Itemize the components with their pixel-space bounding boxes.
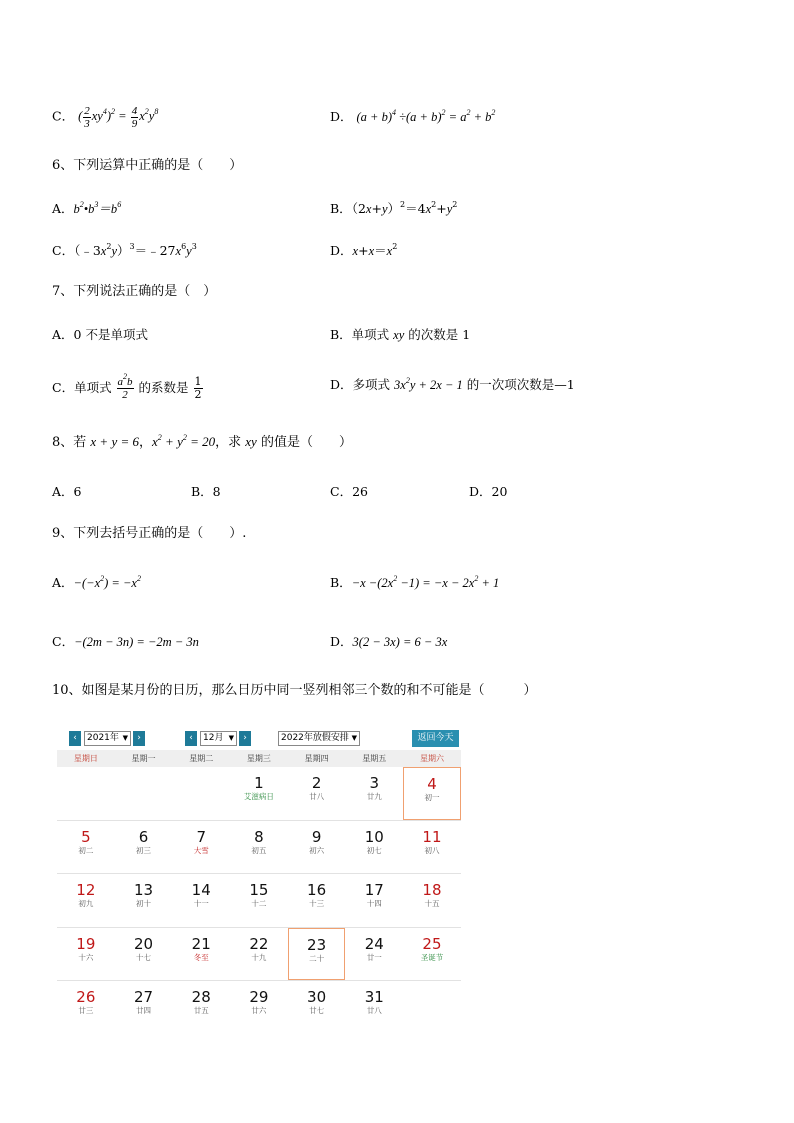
lunar-label: 十五	[424, 899, 440, 909]
day-number: 7	[196, 827, 206, 846]
day-number: 15	[249, 881, 269, 900]
prev-year-button[interactable]: ‹	[69, 731, 81, 746]
day-number: 12	[76, 881, 96, 900]
lunar-label: 初八	[424, 845, 440, 855]
today-button[interactable]: 返回今天	[412, 730, 459, 747]
calendar-toolbar	[57, 728, 461, 750]
day-number: 24	[364, 934, 384, 953]
lunar-label: 廿九	[366, 792, 382, 801]
q7-option-b[interactable]: B．单项式 xy 的次数是 1	[330, 327, 471, 342]
calendar-day-cell[interactable]	[403, 821, 461, 874]
lunar-label: 十三	[309, 899, 325, 909]
lunar-label: 十七	[136, 952, 152, 962]
q8-option-a[interactable]: A．6	[52, 484, 82, 499]
day-number: 20	[133, 934, 154, 953]
q7-title: 7、下列说法正确的是（ ）	[52, 284, 217, 299]
calendar-day-cell[interactable]	[172, 821, 230, 874]
day-number: 18	[422, 881, 442, 900]
lunar-label: 初六	[309, 845, 325, 855]
day-number: 16	[307, 881, 327, 900]
day-number: 27	[133, 988, 154, 1007]
year-select[interactable]: 2021年 ▼	[84, 731, 131, 746]
weekday-label: 星期六	[419, 754, 444, 763]
calendar-day-cell[interactable]	[57, 821, 115, 874]
lunar-label: 初一	[424, 793, 440, 802]
day-number: 28	[191, 988, 211, 1007]
lunar-label: 十六	[78, 952, 94, 962]
calendar-day-cell[interactable]	[115, 981, 173, 1034]
lunar-label: 初十	[136, 899, 152, 909]
q8-option-b[interactable]: B．8	[191, 484, 221, 499]
day-number: 13	[133, 881, 154, 900]
lunar-label: 冬至	[193, 952, 209, 962]
lunar-label: 初九	[78, 899, 94, 909]
chevron-down-icon: ▼	[122, 734, 128, 742]
q10-title: 10、如图是某月份的日历，那么日历中同一竖列相邻三个数的和不可能是（ ）	[52, 683, 537, 698]
weekday-label: 星期五	[362, 754, 387, 763]
calendar-week-row	[57, 821, 461, 875]
calendar-day-cell[interactable]	[172, 981, 230, 1034]
chevron-down-icon: ▼	[228, 734, 234, 742]
lunar-label: 大雪	[193, 845, 209, 855]
calendar-week-row	[57, 928, 461, 982]
month-select[interactable]: 12月 ▼	[200, 731, 237, 746]
lunar-label: 廿八	[366, 1006, 382, 1016]
calendar-day-cell[interactable]	[403, 767, 461, 820]
weekday-label: 星期三	[246, 754, 271, 763]
day-number: 31	[364, 988, 384, 1007]
q5-option-d[interactable]: D． $(a + b)^4 \div(a + b)^2 = a^2 + b^2$	[330, 108, 496, 124]
weekday-label: 星期一	[131, 754, 156, 763]
next-month-button[interactable]: ›	[239, 731, 251, 746]
q5-option-c[interactable]: C． ( $\frac{2}{3}$ $xy^4)^2$ = $\frac{4}{9}$ $x^2y^8$	[52, 105, 159, 130]
lunar-label: 初五	[251, 845, 267, 855]
lunar-label: 初三	[136, 845, 152, 855]
day-number: 4	[427, 775, 437, 793]
calendar-empty-cell	[57, 767, 115, 820]
day-number: 23	[307, 935, 327, 954]
calendar-day-cell[interactable]	[115, 874, 173, 927]
lunar-label: 廿三	[78, 1006, 94, 1016]
calendar-day-cell[interactable]	[230, 767, 288, 820]
day-number: 1	[254, 774, 264, 792]
q9-option-b[interactable]: B．$-x -(2x^2 -1) = -x - 2x^2 + 1$	[330, 574, 500, 590]
chevron-down-icon: ▼	[351, 734, 357, 742]
q7-option-d[interactable]: D．多项式 $3x^2y + 2x - 1$ 的一次项次数是—1	[330, 376, 575, 392]
calendar-day-cell[interactable]	[230, 821, 288, 874]
calendar-empty-cell	[172, 767, 230, 820]
calendar-empty-cell	[403, 981, 461, 1034]
calendar-day-cell[interactable]	[57, 874, 115, 927]
lunar-label: 初七	[366, 845, 382, 855]
lunar-label: 廿八	[309, 792, 325, 801]
calendar	[57, 728, 461, 1020]
lunar-label: 十四	[366, 899, 382, 909]
calendar-day-cell[interactable]	[345, 874, 403, 927]
lunar-label: 十二	[251, 899, 267, 909]
calendar-empty-cell	[115, 767, 173, 820]
calendar-day-cell[interactable]	[230, 928, 288, 981]
calendar-day-cell[interactable]	[57, 928, 115, 981]
q8-option-c[interactable]: C．26	[330, 484, 368, 499]
next-year-button[interactable]: ›	[133, 731, 145, 746]
day-number: 26	[76, 988, 96, 1007]
weekday-label: 星期四	[304, 754, 329, 763]
day-number: 29	[249, 988, 269, 1007]
calendar-day-cell[interactable]	[115, 821, 173, 874]
day-number: 25	[422, 934, 442, 953]
calendar-day-cell[interactable]	[172, 874, 230, 927]
calendar-day-cell[interactable]	[403, 874, 461, 927]
calendar-day-cell[interactable]	[57, 981, 115, 1034]
day-number: 3	[369, 774, 380, 792]
day-number: 11	[422, 827, 442, 846]
weekday-header	[57, 750, 461, 767]
lunar-label: 廿六	[251, 1006, 267, 1016]
lunar-label: 十一	[193, 899, 209, 909]
q5-option-c-formula: ( $\frac{2}{3}$ $xy^4)^2$ = $\frac{4}{9}$ $x^2y^8$	[78, 105, 159, 130]
calendar-day-cell[interactable]	[345, 928, 403, 981]
day-number: 21	[191, 934, 211, 953]
q7-option-a[interactable]: A．0 不是单项式	[52, 327, 148, 342]
q8-title: 8、若 x + y = 6，$x^2 + y^2 = 20$，求 xy 的值是（ ）	[52, 433, 352, 450]
calendar-day-cell[interactable]	[288, 928, 346, 981]
day-number: 30	[307, 988, 327, 1007]
calendar-day-cell[interactable]	[403, 928, 461, 981]
day-number: 6	[138, 827, 149, 846]
q5-option-d-formula: $(a + b)^4 \div(a + b)^2 = a^2 + b^2$	[356, 108, 496, 124]
day-number: 2	[311, 774, 322, 792]
day-number: 10	[364, 827, 384, 846]
calendar-day-cell[interactable]	[345, 821, 403, 874]
q8-option-d[interactable]: D．20	[469, 484, 508, 499]
calendar-day-cell[interactable]	[115, 928, 173, 981]
prev-month-button[interactable]: ‹	[185, 731, 197, 746]
calendar-day-cell[interactable]	[345, 767, 403, 820]
lunar-label: 廿七	[309, 1006, 325, 1016]
q9-option-a[interactable]: A．$-(-x^2) = -x^2$	[52, 574, 141, 590]
day-number: 14	[191, 881, 211, 900]
day-number: 19	[76, 934, 96, 953]
calendar-week-row	[57, 767, 461, 821]
lunar-label: 廿五	[193, 1006, 209, 1016]
q6-option-c[interactable]: C．$(﹣3x^2y)^3=﹣27x^6y^3$	[52, 242, 197, 258]
day-number: 5	[81, 827, 91, 846]
q7-option-c[interactable]: C．单项式 $\frac{a^2b}{2}$ 的系数是 $\frac{1}{2}$	[52, 372, 202, 401]
calendar-week-row	[57, 874, 461, 928]
calendar-week-row	[57, 981, 461, 1034]
day-number: 22	[249, 934, 269, 953]
calendar-day-cell[interactable]	[288, 821, 346, 874]
holiday-select[interactable]: 2022年放假安排 ▼	[278, 731, 360, 746]
q6-title: 6、下列运算中正确的是（ ）	[52, 158, 243, 173]
q9-option-d[interactable]: D．3(2 − 3x) = 6 − 3x	[330, 634, 448, 649]
q6-option-b[interactable]: B．$(2x+y)^2=4x^2+y^2$	[330, 200, 458, 216]
lunar-label: 艾滋病日	[243, 792, 274, 801]
calendar-day-cell[interactable]	[288, 981, 346, 1034]
q9-title: 9、下列去括号正确的是（ ）.	[52, 526, 247, 541]
lunar-label: 廿一	[366, 952, 382, 962]
lunar-label: 廿四	[136, 1006, 152, 1016]
q6-option-d[interactable]: D．$x+x=x^2$	[330, 242, 398, 258]
day-number: 9	[311, 827, 322, 846]
calendar-day-cell[interactable]	[230, 981, 288, 1034]
day-number: 8	[254, 827, 264, 846]
lunar-label: 二十	[309, 953, 325, 963]
calendar-day-cell[interactable]	[172, 928, 230, 981]
calendar-day-cell[interactable]	[288, 767, 346, 820]
q6-option-a[interactable]: A．$b^2•b^3=b^6$	[52, 200, 122, 216]
q9-option-c[interactable]: C．−(2m − 3n) = −2m − 3n	[52, 634, 199, 649]
lunar-label: 初二	[78, 845, 94, 855]
weekday-label: 星期日	[73, 754, 98, 763]
weekday-label: 星期二	[189, 754, 214, 763]
calendar-day-cell[interactable]	[345, 981, 403, 1034]
day-number: 17	[364, 881, 384, 900]
lunar-label: 十九	[251, 952, 267, 962]
calendar-day-cell[interactable]	[230, 874, 288, 927]
lunar-label: 圣诞节	[420, 952, 444, 962]
calendar-day-cell[interactable]	[288, 874, 346, 927]
calendar-grid	[57, 767, 461, 1034]
